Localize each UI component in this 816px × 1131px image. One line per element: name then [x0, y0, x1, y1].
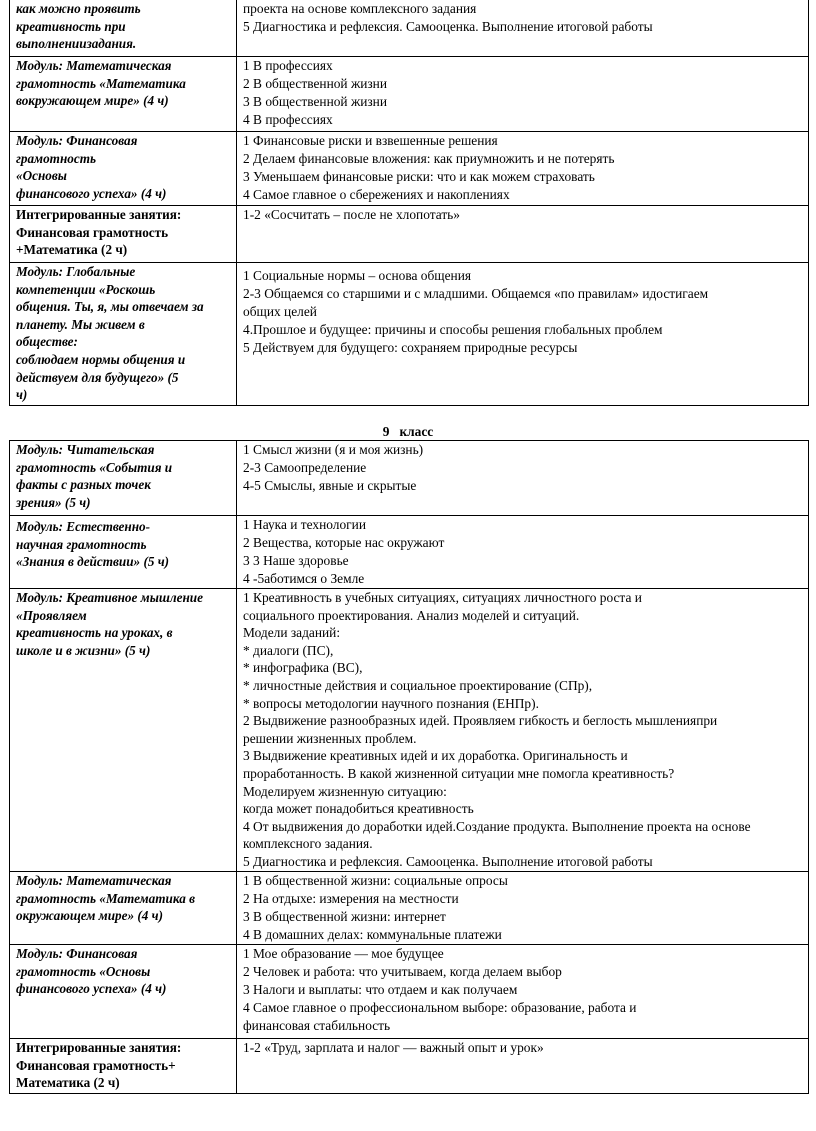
grade-number: 9 [382, 424, 390, 439]
topics-cell [237, 0, 809, 57]
module-line: грамотность «Основы [16, 963, 151, 979]
module-cell [10, 206, 237, 263]
module-cell [10, 872, 237, 945]
module-cell [10, 589, 237, 872]
topics-cell [237, 589, 809, 872]
topic-line: 5 Диагностика и рефлексия. Самооценка. Выполнение итоговой работы [243, 853, 653, 869]
module-line: Модуль: Глобальные [16, 264, 136, 279]
topic-line: 1-2 «Сосчитать – после не хлопотать» [243, 207, 460, 222]
topic-line: 3 Уменьшаем финансовые риски: что и как можем страховать [243, 169, 595, 184]
module-line: +Математика (2 ч) [16, 242, 128, 258]
module-line: «Основы [16, 168, 67, 184]
topic-line: социального проектирования. Анализ моделей и ситуаций. [243, 607, 580, 623]
topic-line: * вопросы методологии научного познания (ЕНПр). [243, 695, 539, 711]
topic-line: 2-3 Общаемся со старшими и с младшими. Общаемся «по правилам» идостигаем [243, 286, 709, 301]
topic-line: решении жизненных проблем. [243, 730, 417, 746]
module-line: Модуль: Математическая [16, 873, 172, 888]
topic-line: 1 Мое образование — мое будущее [243, 946, 444, 961]
topic-line: 4 В домашних делах: коммунальные платежи [243, 927, 502, 942]
module-line: факты с разных точек [16, 477, 151, 493]
table-row [10, 589, 809, 872]
table-row [10, 516, 809, 589]
module-cell [10, 441, 237, 516]
table-row [10, 263, 809, 406]
topic-line: 4.Прошлое и будущее: причины и способы решения глобальных проблем [243, 322, 663, 337]
module-cell [10, 945, 237, 1039]
topics-cell [237, 206, 809, 263]
table-row [10, 945, 809, 1039]
topic-line: 3 В общественной жизни: интернет [243, 909, 446, 924]
topic-line: 2 Вещества, которые нас окружают [243, 535, 445, 550]
table-row [10, 57, 809, 132]
topic-line: 3 В общественной жизни [243, 94, 387, 109]
module-line: грамотность [16, 150, 96, 166]
curriculum-table-grade-9 [9, 440, 809, 1094]
topic-line: 5 Диагностика и рефлексия. Самооценка. Выполнение итоговой работы [243, 19, 653, 34]
topic-line: комплексного задания. [243, 836, 373, 852]
module-line: грамотность «Математика в [16, 890, 195, 906]
module-line: «Проявляем [16, 607, 87, 623]
module-cell [10, 57, 237, 132]
table-row [10, 206, 809, 263]
grade-label: класс [399, 424, 434, 439]
topic-line: 1 Креативность в учебных ситуациях, ситуациях личностного роста и [243, 590, 642, 605]
topic-line: проработанность. В какой жизненной ситуации мне помогла креативность? [243, 765, 675, 781]
module-line: Финансовая грамотность+ [16, 1057, 176, 1073]
table-row [10, 1039, 809, 1094]
topic-line: 3 Выдвижение креативных идей и их доработка. Оригинальность и [243, 748, 628, 764]
topics-cell [237, 945, 809, 1039]
topics-cell [237, 872, 809, 945]
module-line: креативность на уроках, в [16, 625, 173, 641]
topic-line: 1-2 «Труд, зарплата и налог — важный опыт и урок» [243, 1040, 544, 1055]
topic-line: 4 Самое главное о профессиональном выборе: образование, работа и [243, 1000, 637, 1015]
module-line: Финансовая грамотность [16, 224, 169, 240]
topic-line: * диалоги (ПС), [243, 642, 334, 658]
module-line: школе и в жизни» (5 ч) [16, 642, 151, 658]
topic-line: Моделируем жизненную ситуацию: [243, 783, 447, 799]
module-line: выполнениизадания. [16, 36, 137, 52]
topic-line: 2 В общественной жизни [243, 76, 387, 91]
topics-cell [237, 1039, 809, 1094]
topics-cell [237, 516, 809, 589]
topic-line: 1 Социальные нормы – основа общения [243, 268, 472, 283]
topic-line: * личностные действия и социальное проектирование (СПр), [243, 677, 593, 693]
module-cell [10, 263, 237, 406]
table-row [10, 441, 809, 516]
module-line: зрения» (5 ч) [16, 494, 91, 510]
module-line: Модуль: Естественно- [16, 519, 151, 534]
module-line: Модуль: Финансовая [16, 946, 138, 961]
module-cell [10, 516, 237, 589]
topic-line: 1 В профессиях [243, 58, 333, 73]
curriculum-table-top [9, 0, 809, 406]
module-cell [10, 132, 237, 206]
topic-line: проекта на основе комплексного задания [243, 1, 477, 16]
topic-line: 1 Финансовые риски и взвешенные решения [243, 133, 498, 148]
grade-heading [0, 423, 816, 440]
module-line: Математика (2 ч) [16, 1075, 120, 1091]
table-row [10, 0, 809, 57]
module-line: обществе: [16, 334, 78, 350]
module-line: Модуль: Математическая [16, 58, 172, 73]
topic-line: 2 Выдвижение разнообразных идей. Проявляем гибкость и беглость мышленияпри [243, 713, 718, 729]
table-row [10, 132, 809, 206]
topic-line: * инфографика (ВС), [243, 660, 363, 676]
table-row [10, 872, 809, 945]
module-line: ч) [16, 387, 28, 403]
module-line: как можно проявить [16, 1, 141, 16]
topic-line: 4 -5аботимся о Земле [243, 571, 365, 586]
module-line: Модуль: Креативное мышление [16, 590, 203, 605]
module-line: вокружающем мире» (4 ч) [16, 93, 169, 109]
module-line: планету. Мы живем в [16, 316, 145, 332]
topics-cell [237, 263, 809, 406]
topics-cell [237, 57, 809, 132]
module-line: соблюдаем нормы общения и [16, 351, 186, 367]
topic-line: 2 На отдыхе: измерения на местности [243, 891, 459, 906]
topic-line: 4-5 Смыслы, явные и скрытые [243, 478, 417, 493]
topic-line: 2 Человек и работа: что учитываем, когда делаем выбор [243, 964, 562, 979]
topics-cell [237, 441, 809, 516]
module-cell [10, 1039, 237, 1094]
module-line: креативность при [16, 18, 126, 34]
module-line: Интегрированные занятия: [16, 207, 182, 222]
topic-line: 2 Делаем финансовые вложения: как приумножить и не потерять [243, 151, 615, 166]
topic-line: 2-3 Самоопределение [243, 460, 367, 475]
module-line: «Знания в действии» (5 ч) [16, 554, 170, 570]
module-line: компетенции «Роскошь [16, 281, 156, 297]
module-line: финансового успеха» (4 ч) [16, 185, 167, 201]
topic-line: 3 Налоги и выплаты: что отдаем и как получаем [243, 982, 518, 997]
module-line: Модуль: Читательская [16, 442, 155, 457]
topic-line: 4 Самое главное о сбережениях и накоплениях [243, 187, 510, 202]
module-line: Модуль: Финансовая [16, 133, 138, 148]
topics-cell [237, 132, 809, 206]
topic-line: 3 3 Наше здоровье [243, 553, 349, 568]
topic-line: 1 Смысл жизни (я и моя жизнь) [243, 442, 424, 457]
topic-line: финансовая стабильность [243, 1018, 391, 1033]
module-cell [10, 0, 237, 57]
module-line: общения. Ты, я, мы отвечаем за [16, 299, 204, 315]
topic-line: когда может понадобиться креативность [243, 801, 474, 817]
module-line: грамотность «Математика [16, 75, 186, 91]
topic-line: Модели заданий: [243, 625, 341, 641]
module-line: действуем для будущего» (5 [16, 369, 179, 385]
topic-line: 4 В профессиях [243, 112, 333, 127]
topic-line: 5 Действуем для будущего: сохраняем природные ресурсы [243, 340, 578, 355]
module-line: грамотность «События и [16, 459, 173, 475]
module-line: финансового успеха» (4 ч) [16, 981, 167, 997]
topic-line: 1 Наука и технологии [243, 517, 366, 532]
module-line: окружающем мире» (4 ч) [16, 908, 163, 924]
module-line: Интегрированные занятия: [16, 1040, 182, 1055]
module-line: научная грамотность [16, 536, 147, 552]
topic-line: 4 От выдвижения до доработки идей.Создание продукта. Выполнение проекта на основе [243, 818, 751, 834]
topic-line: общих целей [243, 304, 317, 319]
topic-line: 1 В общественной жизни: социальные опросы [243, 873, 508, 888]
